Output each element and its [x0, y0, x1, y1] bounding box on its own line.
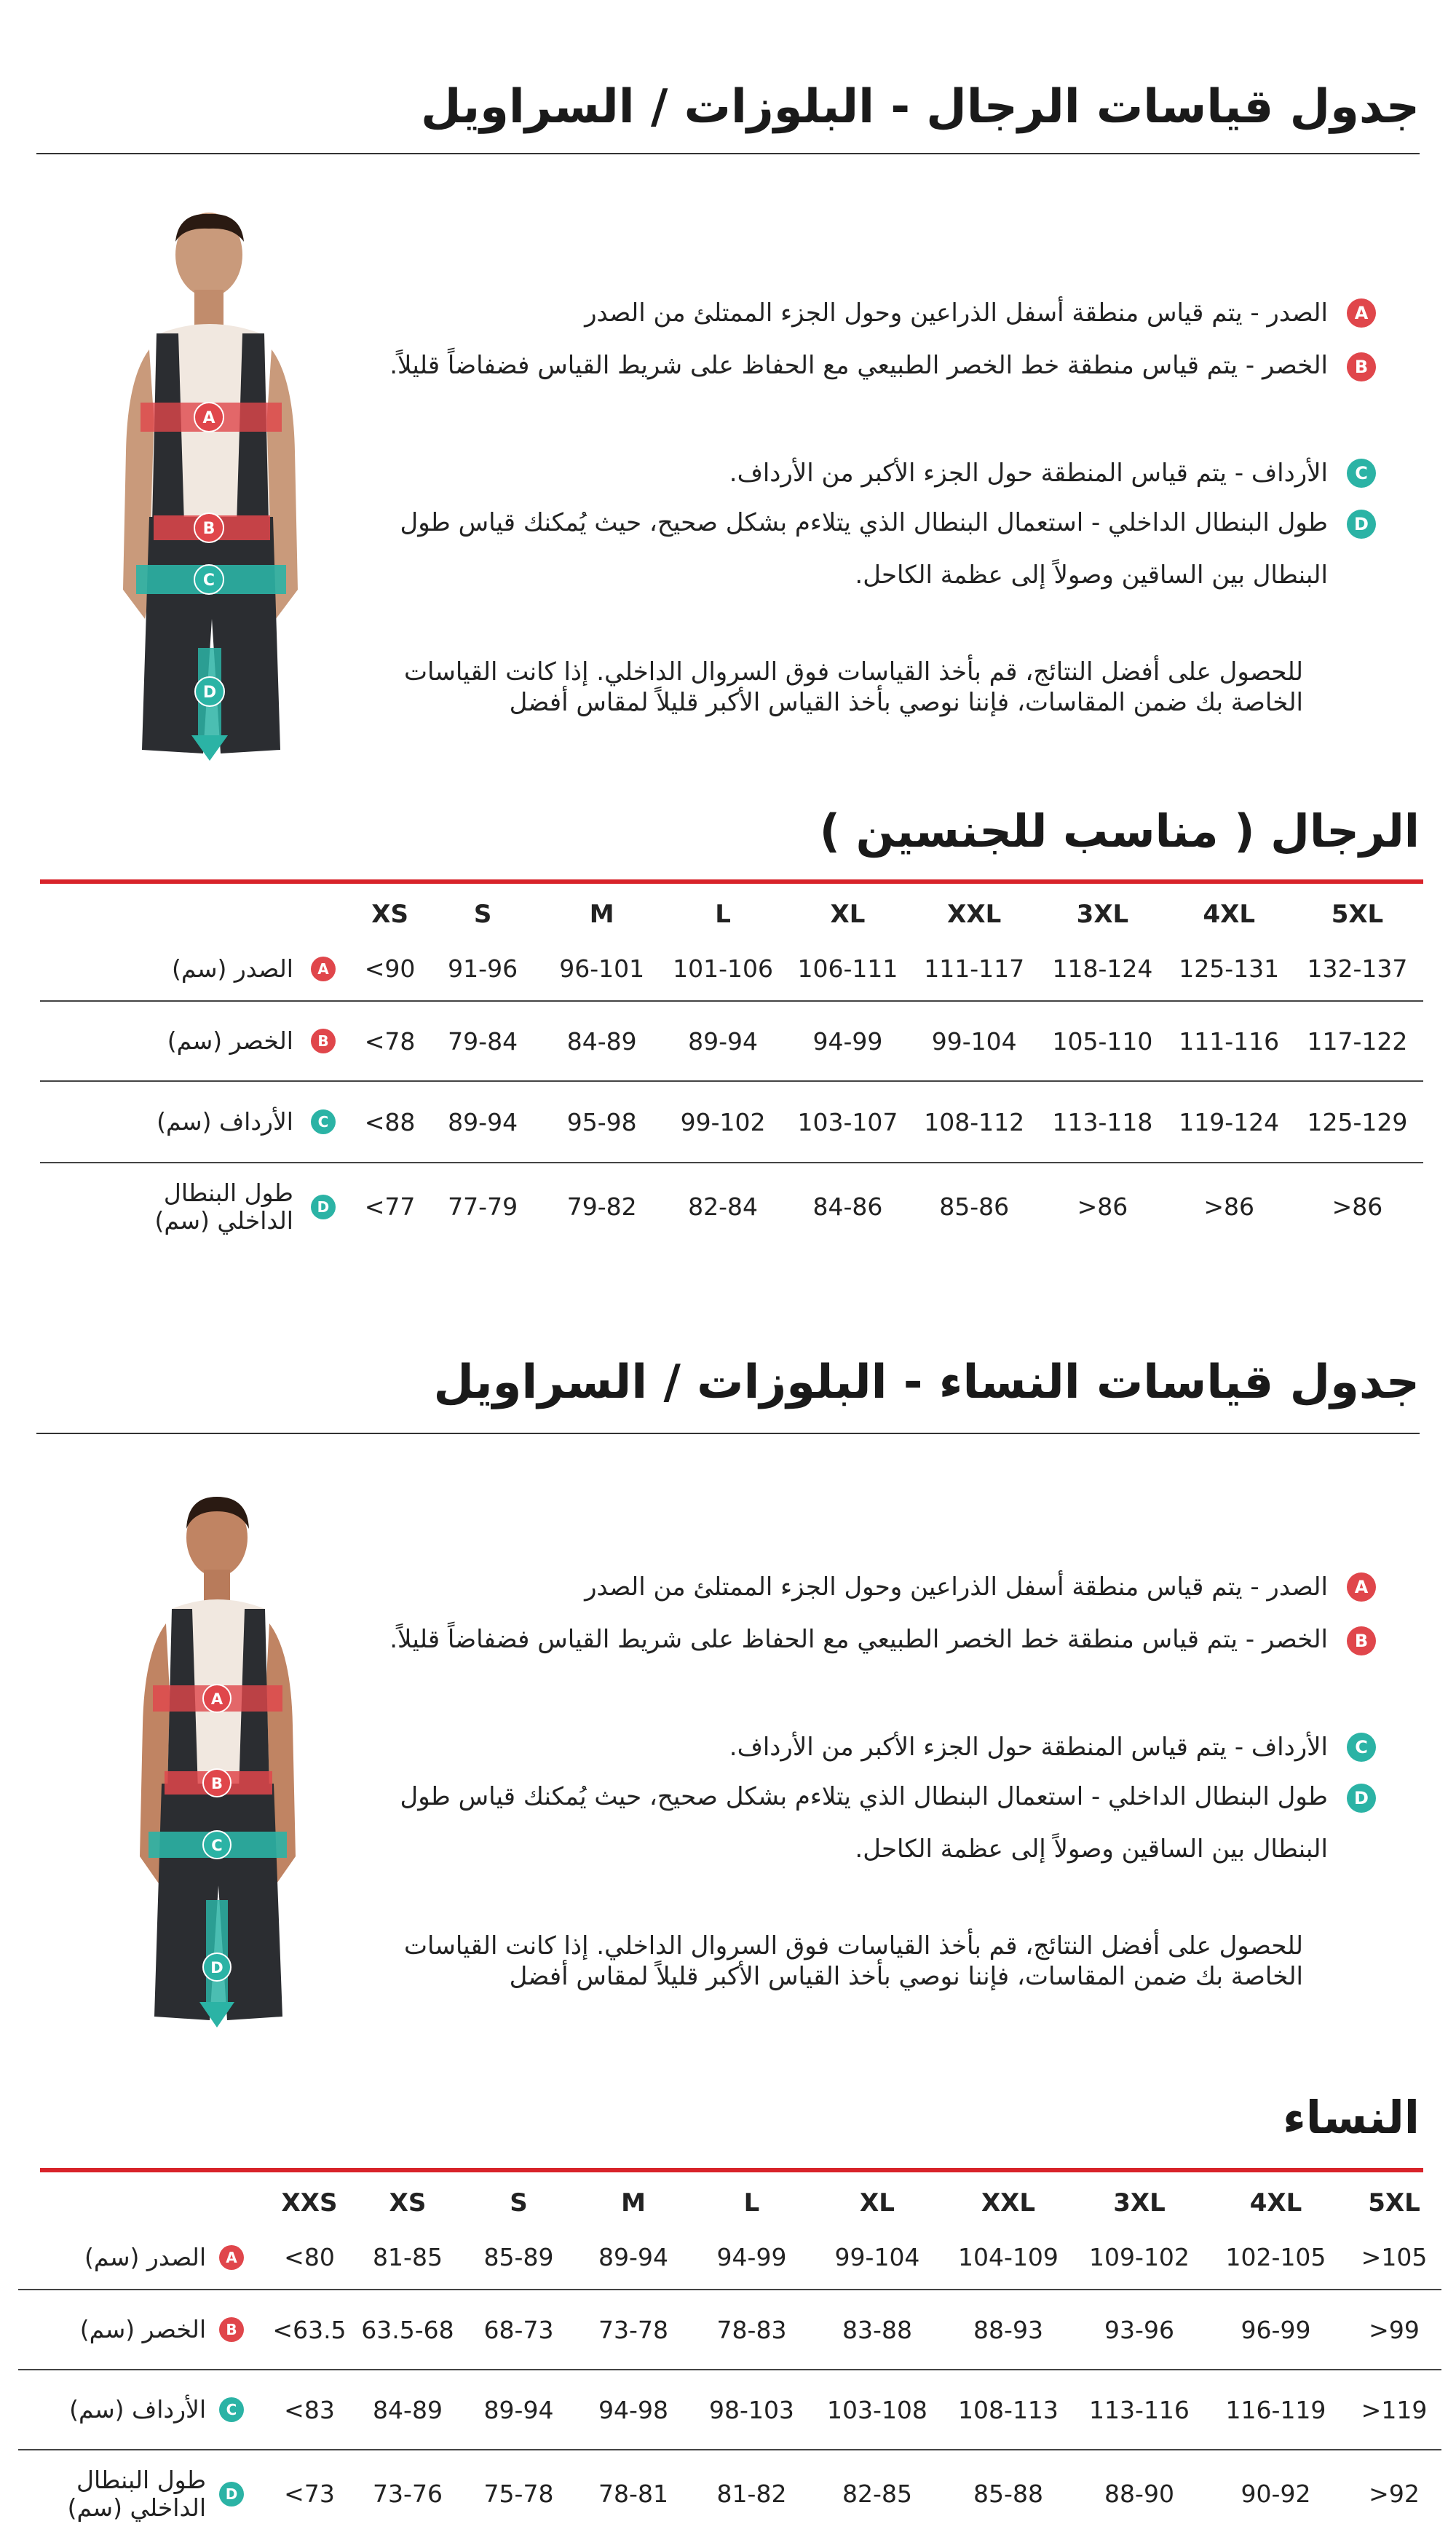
women-measurement-list: [364, 0, 1376, 2038]
women-model-illustration: [124, 1492, 313, 2031]
men-row-inseam-label-cell: [40, 1163, 357, 1250]
women-model-figure: [124, 1492, 313, 2031]
women-figure-label-a: A: [210, 1690, 223, 1708]
table-cell: 90-92: [1241, 2480, 1311, 2508]
table-cell: >119: [1347, 2370, 1441, 2450]
table-cell: 89-94: [462, 2370, 575, 2450]
women-size-m: M: [621, 2188, 646, 2217]
women-figure-label-b: B: [210, 1775, 223, 1792]
table-cell: 111-117: [910, 937, 1038, 1001]
table-cell: 96-101: [543, 937, 660, 1001]
women-size-l: L: [743, 2188, 760, 2217]
men-table-title: الرجال ( مناسب للجنسين ): [819, 804, 1420, 858]
table-cell: 77-79: [448, 1192, 518, 1221]
table-cell: 83-88: [812, 2290, 943, 2370]
table-cell: 125-129: [1291, 1081, 1423, 1163]
table-cell: 125-131: [1167, 937, 1291, 1001]
men-figure-label-c: C: [202, 571, 215, 590]
table-cell: 94-99: [786, 1001, 910, 1081]
men-size-s: S: [473, 900, 492, 929]
badge-a-icon: A: [311, 957, 336, 981]
women-row-chest-label: الصدر (سم): [84, 2242, 206, 2271]
table-cell: 91-96: [422, 937, 543, 1001]
men-figure-label-d: D: [202, 684, 217, 702]
men-item-chest-text: الصدر - يتم قياس منطقة أسفل الذراعين وحول الجزء الممتلئ من الصدر: [585, 298, 1328, 328]
table-cell: <77: [364, 1192, 416, 1221]
badge-c-icon: C: [219, 2397, 244, 2422]
table-cell: 78-83: [692, 2290, 812, 2370]
women-size-xl: XL: [860, 2188, 895, 2217]
table-cell: 105-110: [1038, 1001, 1166, 1081]
women-row-hips-label-cell: [18, 2370, 266, 2450]
table-cell: 102-105: [1205, 2225, 1347, 2290]
table-cell: 89-94: [660, 1001, 785, 1081]
women-size-xs: XS: [389, 2188, 427, 2217]
table-cell: 96-99: [1205, 2290, 1347, 2370]
women-size-table: [18, 2180, 1441, 2537]
table-cell: 82-84: [688, 1192, 758, 1221]
badge-a-icon: A: [219, 2245, 244, 2270]
badge-d-icon: D: [311, 1195, 336, 1219]
table-cell: 81-85: [353, 2225, 462, 2290]
table-cell: 108-113: [943, 2370, 1074, 2450]
table-cell: >99: [1347, 2290, 1441, 2370]
table-cell: <88: [357, 1081, 422, 1163]
table-cell: 94-99: [692, 2225, 812, 2290]
women-item-inseam: [364, 1770, 1376, 1875]
table-cell: <83: [266, 2370, 353, 2450]
table-cell: 119-124: [1167, 1081, 1291, 1163]
table-cell: 68-73: [462, 2290, 575, 2370]
table-cell: 132-137: [1291, 937, 1423, 1001]
women-row-waist: [18, 2290, 1441, 2370]
table-cell: 93-96: [1074, 2290, 1205, 2370]
men-row-hips-label-cell: [40, 1081, 357, 1163]
men-model-figure: [106, 211, 317, 764]
badge-a-icon: A: [1347, 298, 1376, 328]
badge-d-icon: D: [1347, 510, 1376, 539]
badge-b-icon: B: [219, 2317, 244, 2342]
table-cell: 118-124: [1038, 937, 1166, 1001]
badge-c-icon: C: [1347, 459, 1376, 488]
women-row-hips: [18, 2370, 1441, 2450]
badge-d-icon: D: [219, 2482, 244, 2507]
men-row-hips-label: الأرداف (سم): [157, 1107, 293, 1136]
table-cell: >86: [1332, 1192, 1383, 1221]
women-item-chest-text: الصدر - يتم قياس منطقة أسفل الذراعين وحول الجزء الممتلئ من الصدر: [585, 1572, 1328, 1602]
table-cell: 81-82: [716, 2480, 787, 2508]
men-size-m: M: [589, 900, 614, 929]
women-row-hips-label: الأرداف (سم): [69, 2395, 206, 2424]
table-cell: <90: [357, 937, 422, 1001]
table-cell: 79-84: [422, 1001, 543, 1081]
badge-c-icon: C: [311, 1109, 336, 1134]
men-item-hips-text: الأرداف - يتم قياس المنطقة حول الجزء الأكبر من الأرداف.: [729, 459, 1328, 488]
table-cell: 98-103: [692, 2370, 812, 2450]
men-size-l: L: [715, 900, 731, 929]
table-cell: >86: [1203, 1192, 1255, 1221]
table-cell: 95-98: [543, 1081, 660, 1163]
table-cell: 73-78: [575, 2290, 692, 2370]
men-size-xs: XS: [371, 900, 408, 929]
women-size-header-row: [18, 2180, 1441, 2225]
women-size-4xl: 4XL: [1249, 2188, 1302, 2217]
table-cell: 84-89: [543, 1001, 660, 1081]
women-size-s: S: [510, 2188, 528, 2217]
table-cell: 85-89: [462, 2225, 575, 2290]
table-cell: 103-108: [812, 2370, 943, 2450]
badge-b-icon: B: [1347, 352, 1376, 381]
men-size-xxl: XXL: [947, 900, 1002, 929]
table-cell: 63.5-68: [353, 2290, 462, 2370]
table-cell: 84-86: [812, 1192, 883, 1221]
table-cell: 78-81: [598, 2480, 668, 2508]
badge-b-icon: B: [1347, 1626, 1376, 1655]
women-row-inseam-label: طول البنطال الداخلي (سم): [67, 2465, 206, 2522]
women-size-5xl: 5XL: [1368, 2188, 1420, 2217]
badge-c-icon: C: [1347, 1733, 1376, 1762]
table-cell: 84-89: [353, 2370, 462, 2450]
men-item-inseam-text: طول البنطال الداخلي - استعمال البنطال الذي يتلاءم بشكل صحيح، حيث يُمكنك قياس طول البنطال بين الساقين وصولاً إلى عظمة الكاحل.: [400, 508, 1328, 590]
badge-b-icon: B: [311, 1029, 336, 1053]
men-size-3xl: 3XL: [1076, 900, 1129, 929]
women-row-waist-label: الخصر (سم): [79, 2315, 206, 2343]
table-cell: 89-94: [422, 1081, 543, 1163]
table-cell: 117-122: [1291, 1001, 1423, 1081]
table-cell: 89-94: [575, 2225, 692, 2290]
men-section-title: جدول قياسات الرجال - البلوزات / السراويل: [420, 80, 1420, 134]
table-cell: 101-106: [660, 937, 785, 1001]
women-header-empty: [18, 2180, 266, 2225]
table-cell: 99-104: [910, 1001, 1038, 1081]
table-cell: 73-76: [373, 2480, 443, 2508]
table-cell: 85-88: [973, 2480, 1043, 2508]
women-section-title: جدول قياسات النساء - البلوزات / السراويل: [433, 1356, 1420, 1409]
women-item-inseam-text: طول البنطال الداخلي - استعمال البنطال الذي يتلاءم بشكل صحيح، حيث يُمكنك قياس طول البنطال بين الساقين وصولاً إلى عظمة الكاحل.: [400, 1782, 1328, 1864]
badge-d-icon: D: [1347, 1784, 1376, 1813]
women-item-chest: [585, 1570, 1376, 1605]
women-item-hips: [729, 1730, 1376, 1765]
women-row-inseam: [18, 2450, 1441, 2537]
table-cell: 103-107: [786, 1081, 910, 1163]
women-item-waist-text: الخصر - يتم قياس منطقة خط الخصر الطبيعي مع الحفاظ على شريط القياس فضفاضاً قليلاً.: [389, 1625, 1328, 1654]
table-cell: 108-112: [910, 1081, 1038, 1163]
men-figure-label-b: B: [202, 520, 215, 538]
women-item-waist: [364, 1613, 1376, 1666]
table-cell: 111-116: [1167, 1001, 1291, 1081]
women-size-3xl: 3XL: [1113, 2188, 1166, 2217]
women-table-accent-line: [40, 2168, 1423, 2172]
men-row-chest-label-cell: [40, 937, 357, 1001]
table-cell: 109-102: [1074, 2225, 1205, 2290]
men-figure-label-a: A: [202, 409, 215, 427]
table-cell: 113-118: [1038, 1081, 1166, 1163]
table-cell: <63.5: [266, 2290, 353, 2370]
table-cell: 88-90: [1104, 2480, 1174, 2508]
men-item-waist-text: الخصر - يتم قياس منطقة خط الخصر الطبيعي مع الحفاظ على شريط القياس فضفاضاً قليلاً.: [389, 351, 1328, 380]
men-row-waist-label-cell: [40, 1001, 357, 1081]
men-row-waist-label: الخصر (سم): [167, 1026, 293, 1055]
women-figure-label-c: C: [211, 1837, 223, 1854]
table-cell: 113-116: [1074, 2370, 1205, 2450]
table-cell: 116-119: [1205, 2370, 1347, 2450]
men-row-chest-label: الصدر (سم): [172, 954, 293, 983]
table-cell: >105: [1347, 2225, 1441, 2290]
table-cell: 99-102: [660, 1081, 785, 1163]
table-cell: <80: [266, 2225, 353, 2290]
women-fit-note: للحصول على أفضل النتائج، قم بأخذ القياسات فوق السروال الداخلي. إذا كانت القياسات الخاصة بك ضمن المقاسات، فإننا نوصي بأخذ القياس الأكبر قليلاً لمقاس أفضل: [403, 1931, 1303, 1991]
men-header-empty: [40, 892, 357, 937]
table-cell: >86: [1077, 1192, 1128, 1221]
table-cell: 75-78: [483, 2480, 554, 2508]
table-cell: 88-93: [943, 2290, 1074, 2370]
table-cell: 82-85: [842, 2480, 912, 2508]
table-cell: 104-109: [943, 2225, 1074, 2290]
men-size-xl: XL: [830, 900, 866, 929]
badge-a-icon: A: [1347, 1572, 1376, 1602]
men-size-5xl: 5XL: [1331, 900, 1384, 929]
women-size-xxl: XXL: [981, 2188, 1036, 2217]
men-fit-note: للحصول على أفضل النتائج، قم بأخذ القياسات فوق السروال الداخلي. إذا كانت القياسات الخاصة بك ضمن المقاسات، فإننا نوصي بأخذ القياس الأكبر قليلاً لمقاس أفضل: [403, 657, 1303, 717]
women-row-inseam-label-cell: [18, 2450, 266, 2537]
table-cell: <73: [284, 2480, 335, 2508]
women-table-title: النساء: [1283, 2091, 1420, 2144]
women-row-waist-label-cell: [18, 2290, 266, 2370]
table-cell: 79-82: [566, 1192, 637, 1221]
table-cell: 106-111: [786, 937, 910, 1001]
women-row-chest: [18, 2225, 1441, 2290]
men-row-inseam-label: طول البنطال الداخلي (سم): [154, 1178, 293, 1235]
women-figure-label-d: D: [210, 1959, 223, 1977]
men-size-4xl: 4XL: [1203, 900, 1255, 929]
table-cell: 85-86: [939, 1192, 1010, 1221]
women-item-hips-text: الأرداف - يتم قياس المنطقة حول الجزء الأكبر من الأرداف.: [729, 1733, 1328, 1762]
table-cell: >92: [1369, 2480, 1420, 2508]
table-cell: 94-98: [575, 2370, 692, 2450]
women-row-chest-label-cell: [18, 2225, 266, 2290]
women-size-xxs: XXS: [281, 2188, 338, 2217]
men-model-illustration: [106, 211, 317, 764]
table-cell: 99-104: [812, 2225, 943, 2290]
table-cell: <78: [357, 1001, 422, 1081]
